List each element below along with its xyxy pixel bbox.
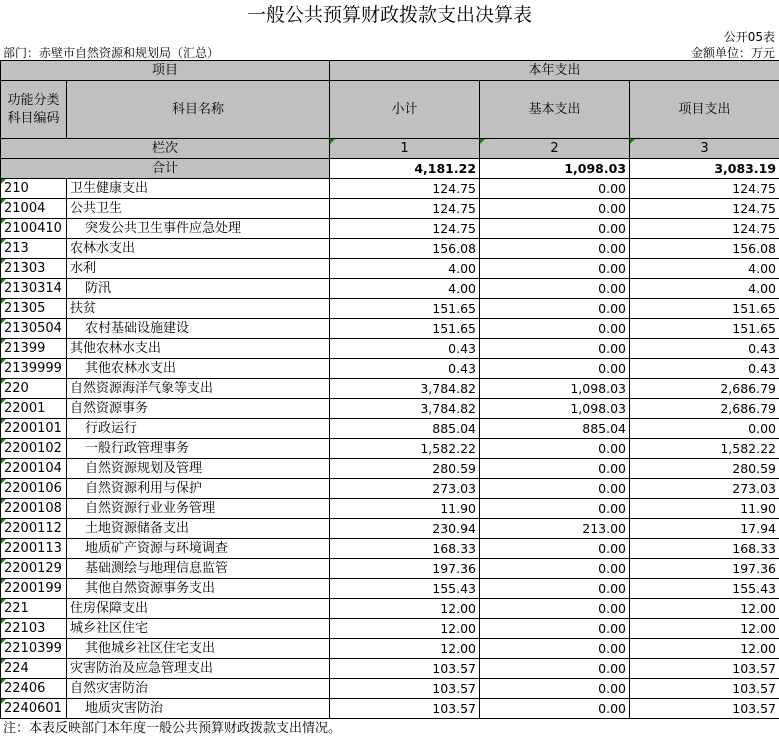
row-basic: 0.00 (480, 259, 630, 279)
row-project: 0.43 (630, 359, 779, 379)
table-row (1, 239, 779, 259)
row-code: 221 (1, 599, 67, 619)
department-label: 部门：赤壁市自然资源和规划局（汇总） (3, 46, 220, 60)
expenditure-table (0, 60, 779, 719)
header-row-2 (1, 81, 779, 139)
row-project: 11.90 (630, 499, 779, 519)
row-subtotal: 124.75 (330, 219, 480, 239)
row-subtotal: 3,784.82 (330, 399, 480, 419)
row-project: 1,582.22 (630, 439, 779, 459)
row-code: 22406 (1, 679, 67, 699)
row-subtotal: 273.03 (330, 479, 480, 499)
row-basic: 0.00 (480, 599, 630, 619)
row-subtotal: 280.59 (330, 459, 480, 479)
row-name: 灾害防治及应急管理支出 (67, 659, 330, 679)
row-basic: 0.00 (480, 179, 630, 199)
table-note: 注：本表反映部门本年度一般公共预算财政拨款支出情况。 (3, 721, 342, 736)
row-project: 280.59 (630, 459, 779, 479)
header-row-1 (1, 61, 779, 81)
row-basic: 0.00 (480, 499, 630, 519)
row-code: 21305 (1, 299, 67, 319)
row-subtotal: 0.43 (330, 339, 480, 359)
header-project: 项目支出 (630, 81, 779, 139)
row-code: 2200108 (1, 499, 67, 519)
row-subtotal: 124.75 (330, 179, 480, 199)
row-project: 151.65 (630, 319, 779, 339)
row-basic: 0.00 (480, 219, 630, 239)
row-name: 自然资源行业业务管理 (67, 499, 330, 519)
row-project: 2,686.79 (630, 379, 779, 399)
row-project: 103.57 (630, 659, 779, 679)
table-row (1, 659, 779, 679)
row-name: 一般行政管理事务 (67, 439, 330, 459)
row-subtotal: 156.08 (330, 239, 480, 259)
row-name: 突发公共卫生事件应急处理 (67, 219, 330, 239)
header-subject-name: 科目名称 (67, 81, 330, 139)
header-current-year: 本年支出 (330, 61, 779, 81)
row-code: 224 (1, 659, 67, 679)
row-name: 防汛 (67, 279, 330, 299)
row-project: 0.43 (630, 339, 779, 359)
column-label: 栏次 (1, 139, 330, 159)
row-name: 城乡社区住宅 (67, 619, 330, 639)
row-code: 2240601 (1, 699, 67, 719)
row-project: 168.33 (630, 539, 779, 559)
row-subtotal: 12.00 (330, 639, 480, 659)
row-code: 2200112 (1, 519, 67, 539)
row-project: 124.75 (630, 199, 779, 219)
row-subtotal: 103.57 (330, 699, 480, 719)
row-project: 12.00 (630, 619, 779, 639)
row-name: 农村基础设施建设 (67, 319, 330, 339)
row-code: 2200101 (1, 419, 67, 439)
row-project: 151.65 (630, 299, 779, 319)
row-subtotal: 12.00 (330, 619, 480, 639)
table-row (1, 359, 779, 379)
row-subtotal: 0.43 (330, 359, 480, 379)
table-row (1, 279, 779, 299)
header-func-code: 功能分类科目编码 (1, 81, 67, 139)
table-row (1, 639, 779, 659)
row-code: 21399 (1, 339, 67, 359)
row-code: 213 (1, 239, 67, 259)
row-project: 155.43 (630, 579, 779, 599)
row-subtotal: 11.90 (330, 499, 480, 519)
row-project: 156.08 (630, 239, 779, 259)
row-code: 22001 (1, 399, 67, 419)
row-name: 土地资源储备支出 (67, 519, 330, 539)
table-row (1, 439, 779, 459)
row-name: 水利 (67, 259, 330, 279)
column-number-row (1, 139, 779, 159)
row-name: 自然灾害防治 (67, 679, 330, 699)
table-row (1, 519, 779, 539)
row-basic: 0.00 (480, 559, 630, 579)
table-row (1, 219, 779, 239)
row-basic: 0.00 (480, 339, 630, 359)
row-project: 4.00 (630, 259, 779, 279)
row-name: 地质矿产资源与环境调查 (67, 539, 330, 559)
row-subtotal: 4.00 (330, 279, 480, 299)
row-project: 17.94 (630, 519, 779, 539)
total-row (1, 159, 779, 179)
row-subtotal: 151.65 (330, 299, 480, 319)
table-row (1, 579, 779, 599)
table-row (1, 499, 779, 519)
row-code: 2200106 (1, 479, 67, 499)
row-name: 自然资源规划及管理 (67, 459, 330, 479)
table-row (1, 379, 779, 399)
row-basic: 0.00 (480, 299, 630, 319)
table-row (1, 679, 779, 699)
header-basic: 基本支出 (480, 81, 630, 139)
row-project: 197.36 (630, 559, 779, 579)
column-number-2: 2 (480, 139, 630, 159)
row-basic: 0.00 (480, 439, 630, 459)
table-row (1, 539, 779, 559)
row-basic: 885.04 (480, 419, 630, 439)
table-row (1, 299, 779, 319)
row-subtotal: 885.04 (330, 419, 480, 439)
table-row (1, 599, 779, 619)
row-basic: 0.00 (480, 319, 630, 339)
row-name: 自然资源事务 (67, 399, 330, 419)
row-basic: 0.00 (480, 619, 630, 639)
row-subtotal: 151.65 (330, 319, 480, 339)
row-subtotal: 103.57 (330, 659, 480, 679)
row-basic: 0.00 (480, 279, 630, 299)
table-row (1, 339, 779, 359)
row-basic: 213.00 (480, 519, 630, 539)
total-basic: 1,098.03 (480, 159, 630, 179)
row-project: 273.03 (630, 479, 779, 499)
row-project: 124.75 (630, 219, 779, 239)
row-code: 2139999 (1, 359, 67, 379)
total-subtotal: 4,181.22 (330, 159, 480, 179)
row-code: 2200199 (1, 579, 67, 599)
table-row (1, 699, 779, 719)
row-code: 2130314 (1, 279, 67, 299)
row-basic: 1,098.03 (480, 379, 630, 399)
row-name: 其他城乡社区住宅支出 (67, 639, 330, 659)
header-item: 项目 (1, 61, 330, 81)
table-row (1, 399, 779, 419)
row-subtotal: 103.57 (330, 679, 480, 699)
row-basic: 0.00 (480, 359, 630, 379)
column-number-3: 3 (630, 139, 779, 159)
row-basic: 1,098.03 (480, 399, 630, 419)
row-basic: 0.00 (480, 579, 630, 599)
table-row (1, 319, 779, 339)
row-subtotal: 1,582.22 (330, 439, 480, 459)
row-name: 自然资源利用与保护 (67, 479, 330, 499)
row-code: 2130504 (1, 319, 67, 339)
row-basic: 0.00 (480, 459, 630, 479)
row-project: 12.00 (630, 639, 779, 659)
row-project: 4.00 (630, 279, 779, 299)
row-basic: 0.00 (480, 699, 630, 719)
row-code: 220 (1, 379, 67, 399)
row-project: 124.75 (630, 179, 779, 199)
row-code: 2200104 (1, 459, 67, 479)
row-basic: 0.00 (480, 659, 630, 679)
table-row (1, 419, 779, 439)
row-project: 103.57 (630, 679, 779, 699)
row-name: 其他农林水支出 (67, 339, 330, 359)
row-code: 22103 (1, 619, 67, 639)
row-subtotal: 155.43 (330, 579, 480, 599)
amount-unit-label: 金额单位：万元 (690, 46, 775, 60)
row-name: 行政运行 (67, 419, 330, 439)
table-row (1, 459, 779, 479)
row-basic: 0.00 (480, 539, 630, 559)
table-row (1, 259, 779, 279)
row-project: 0.00 (630, 419, 779, 439)
table-row (1, 559, 779, 579)
row-name: 卫生健康支出 (67, 179, 330, 199)
row-subtotal: 12.00 (330, 599, 480, 619)
table-row (1, 619, 779, 639)
row-basic: 0.00 (480, 639, 630, 659)
total-label: 合计 (1, 159, 330, 179)
row-project: 103.57 (630, 699, 779, 719)
row-code: 2200102 (1, 439, 67, 459)
row-subtotal: 4.00 (330, 259, 480, 279)
row-name: 农林水支出 (67, 239, 330, 259)
row-name: 扶贫 (67, 299, 330, 319)
row-project: 2,686.79 (630, 399, 779, 419)
table-row (1, 479, 779, 499)
row-name: 其他农林水支出 (67, 359, 330, 379)
column-number-1: 1 (330, 139, 480, 159)
row-subtotal: 197.36 (330, 559, 480, 579)
row-code: 210 (1, 179, 67, 199)
row-name: 基础测绘与地理信息监管 (67, 559, 330, 579)
row-name: 自然资源海洋气象等支出 (67, 379, 330, 399)
table-row (1, 179, 779, 199)
row-basic: 0.00 (480, 679, 630, 699)
row-code: 2210399 (1, 639, 67, 659)
table-row (1, 199, 779, 219)
row-basic: 0.00 (480, 199, 630, 219)
row-name: 公共卫生 (67, 199, 330, 219)
row-code: 21004 (1, 199, 67, 219)
row-subtotal: 3,784.82 (330, 379, 480, 399)
row-code: 2200129 (1, 559, 67, 579)
row-code: 2200113 (1, 539, 67, 559)
total-project: 3,083.19 (630, 159, 779, 179)
row-code: 21303 (1, 259, 67, 279)
report-title: 一般公共预算财政拨款支出决算表 (246, 4, 532, 26)
row-name: 其他自然资源事务支出 (67, 579, 330, 599)
row-basic: 0.00 (480, 239, 630, 259)
row-name: 住房保障支出 (67, 599, 330, 619)
row-subtotal: 230.94 (330, 519, 480, 539)
row-code: 2100410 (1, 219, 67, 239)
row-project: 12.00 (630, 599, 779, 619)
row-subtotal: 124.75 (330, 199, 480, 219)
row-basic: 0.00 (480, 479, 630, 499)
header-subtotal: 小计 (330, 81, 480, 139)
row-name: 地质灾害防治 (67, 699, 330, 719)
form-code: 公开05表 (723, 30, 775, 44)
row-subtotal: 168.33 (330, 539, 480, 559)
